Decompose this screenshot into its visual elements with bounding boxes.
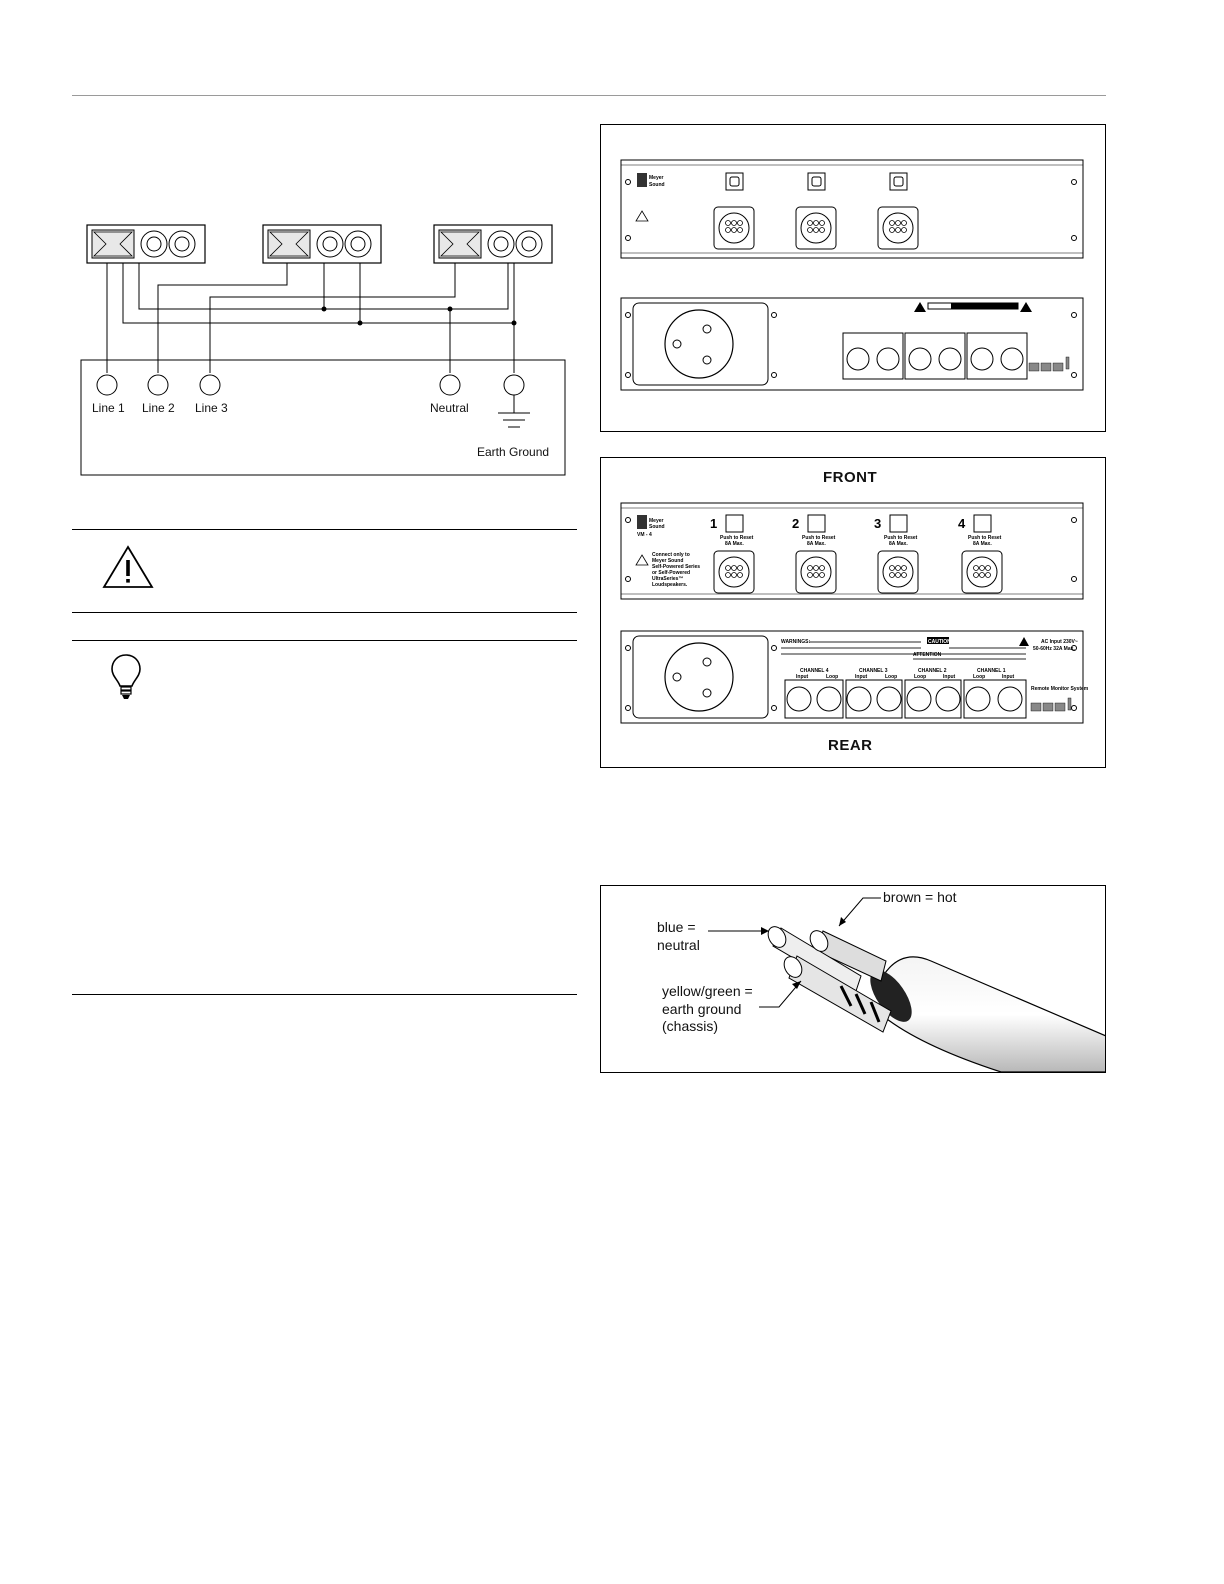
channel-number: 4	[958, 516, 966, 531]
brand-line2: Sound	[649, 182, 665, 188]
lightbulb-icon	[110, 653, 142, 701]
rear-channel-label: CHANNEL 3	[859, 668, 888, 674]
reset-label: 8A Max.	[725, 541, 744, 547]
rear-channel-label: CHANNEL 1	[977, 668, 1006, 674]
rear-caption: REAR	[828, 737, 873, 754]
front-caption: FRONT	[823, 469, 878, 486]
reset-label: Push to Reset	[884, 535, 918, 541]
ac-input-label: 50-60Hz 32A Max.	[1033, 646, 1075, 652]
loudspeaker-1	[87, 225, 205, 263]
line2-terminal	[148, 375, 168, 395]
front-panel-simple	[621, 160, 1083, 258]
remote-monitor-label: Remote Monitor System	[1031, 686, 1089, 692]
rear-channel-label: CHANNEL 4	[800, 668, 829, 674]
neutral-terminal	[440, 375, 460, 395]
input-label: Input	[1002, 674, 1015, 680]
line2-label: Line 2	[142, 401, 175, 415]
ground-label-line1: yellow/green =	[662, 983, 753, 999]
cable-figure	[600, 885, 1106, 1073]
reset-label: 8A Max.	[807, 541, 826, 547]
power-wiring-diagram	[72, 215, 572, 485]
panel-figure-simple	[600, 124, 1106, 432]
loop-label: Loop	[826, 674, 839, 680]
rear-channel-label: CHANNEL 2	[918, 668, 947, 674]
ground-terminal	[504, 375, 524, 395]
reset-label: Push to Reset	[802, 535, 836, 541]
earth-ground-symbol	[498, 395, 530, 427]
warning-text-line: Connect only to	[652, 552, 690, 558]
loop-label: Loop	[973, 674, 986, 680]
ground-label-line2: earth ground	[662, 1001, 742, 1017]
caution-warning-icon	[102, 545, 154, 589]
line1-terminal	[97, 375, 117, 395]
loop-label: Loop	[885, 674, 898, 680]
loudspeaker-2	[263, 225, 381, 263]
rear-panel-detailed	[621, 631, 1089, 723]
caution-label: CAUTION	[928, 639, 951, 645]
loudspeaker-3	[434, 225, 552, 263]
channel-number: 1	[710, 516, 718, 531]
warning-text-line: Loudspeakers.	[652, 582, 688, 588]
detail-brand-line1: Meyer	[649, 518, 664, 524]
ac-input-label: AC Input 230V~	[1041, 639, 1078, 645]
tip-bottom-rule	[72, 994, 577, 995]
neutral-label: Neutral	[430, 401, 469, 415]
hot-label: brown = hot	[883, 889, 957, 905]
wires	[107, 263, 514, 373]
channel-number: 3	[874, 516, 882, 531]
reset-label: Push to Reset	[968, 535, 1002, 541]
earth-ground-label: Earth Ground	[477, 445, 550, 459]
detail-brand-line2: Sound	[649, 524, 665, 530]
warning-text-line: UltraSeries™	[652, 576, 684, 582]
cable-jacket	[883, 957, 1105, 1072]
channel-number: 2	[792, 516, 800, 531]
attention-label: ATTENTION	[913, 652, 942, 658]
reset-label: Push to Reset	[720, 535, 754, 541]
reset-label: 8A Max.	[973, 541, 992, 547]
neutral-label-line1: blue =	[657, 919, 696, 935]
tip-top-rule	[72, 640, 577, 641]
rear-panel-simple	[621, 298, 1083, 390]
warning-text-line: Meyer Sound	[652, 558, 684, 564]
warning-text-line: Self-Powered Series	[652, 564, 701, 570]
input-label: Input	[796, 674, 809, 680]
neutral-label-line2: neutral	[657, 937, 700, 953]
caution-bottom-rule	[72, 612, 577, 613]
warning-text-line: or Self-Powered	[652, 570, 691, 576]
front-panel-detailed	[621, 503, 1083, 599]
warnings-label: WARNINGS:	[781, 639, 811, 645]
loop-label: Loop	[914, 674, 927, 680]
line3-terminal	[200, 375, 220, 395]
line3-label: Line 3	[195, 401, 228, 415]
ground-label-line3: (chassis)	[662, 1018, 719, 1034]
input-label: Input	[855, 674, 868, 680]
header-rule	[72, 95, 1106, 96]
input-label: Input	[943, 674, 956, 680]
panel-figure-detailed	[600, 457, 1106, 768]
model-label: VM - 4	[637, 532, 652, 538]
reset-label: 8A Max.	[889, 541, 908, 547]
brand-line1: Meyer	[649, 175, 664, 181]
line1-label: Line 1	[92, 401, 125, 415]
caution-top-rule	[72, 529, 577, 530]
